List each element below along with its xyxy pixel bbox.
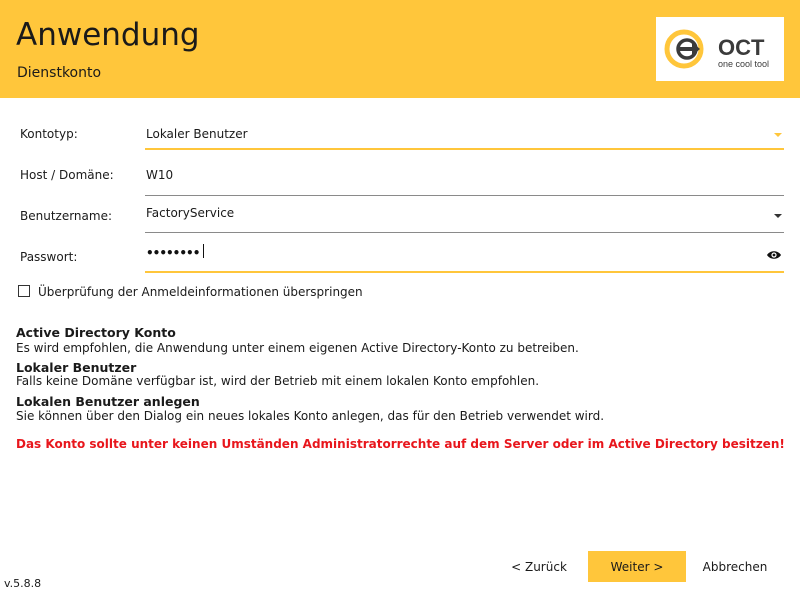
password-input[interactable] xyxy=(145,237,784,273)
account-type-label: Kontotyp: xyxy=(20,127,78,141)
oct-logo-icon xyxy=(664,29,710,69)
host-value: W10 xyxy=(146,168,174,182)
logo-name: OCT xyxy=(718,35,765,60)
text-caret xyxy=(203,244,204,258)
info-local-title: Lokaler Benutzer xyxy=(16,360,137,375)
account-type-value: Lokaler Benutzer xyxy=(146,127,248,141)
info-create-title: Lokalen Benutzer anlegen xyxy=(16,394,200,409)
account-type-dropdown[interactable] xyxy=(145,114,784,150)
info-local-text: Falls keine Domäne verfügbar ist, wird der Betrieb mit einem lokalen Konto empfohlen. xyxy=(16,374,540,388)
logo-tagline: one cool tool xyxy=(718,59,770,69)
username-combobox[interactable] xyxy=(145,197,784,233)
host-input[interactable] xyxy=(145,160,784,196)
cancel-button[interactable]: Abbrechen xyxy=(702,559,768,574)
page-title: Anwendung xyxy=(16,17,200,53)
warning-text: Das Konto sollte unter keinen Umständen Administratorrechte auf dem Server oder im Active Directory besitzen! xyxy=(16,437,785,451)
skip-check-checkbox[interactable] xyxy=(18,285,30,297)
username-value: FactoryService xyxy=(146,206,235,220)
back-button[interactable]: < Zurück xyxy=(511,559,567,574)
chevron-down-icon[interactable] xyxy=(774,214,782,218)
page-subtitle: Dienstkonto xyxy=(17,65,102,81)
info-ad-title: Active Directory Konto xyxy=(16,325,176,340)
logo xyxy=(656,17,784,81)
username-label: Benutzername: xyxy=(20,209,113,223)
host-label: Host / Domäne: xyxy=(20,168,114,182)
skip-check-label[interactable]: Überprüfung der Anmeldeinformationen überspringen xyxy=(38,285,363,299)
version-label: v.5.8.8 xyxy=(4,577,42,590)
next-button[interactable]: Weiter > xyxy=(588,551,686,582)
info-ad-text: Es wird empfohlen, die Anwendung unter einem eigenen Active Directory-Konto zu betreiben. xyxy=(16,341,579,355)
eye-icon[interactable] xyxy=(766,250,782,260)
password-label: Passwort: xyxy=(20,250,78,264)
info-create-text: Sie können über den Dialog ein neues lokales Konto anlegen, das für den Betrieb verwendet wird. xyxy=(16,409,605,423)
header-bar xyxy=(0,0,800,98)
chevron-down-icon xyxy=(774,133,782,137)
password-value: •••••••• xyxy=(146,246,200,260)
